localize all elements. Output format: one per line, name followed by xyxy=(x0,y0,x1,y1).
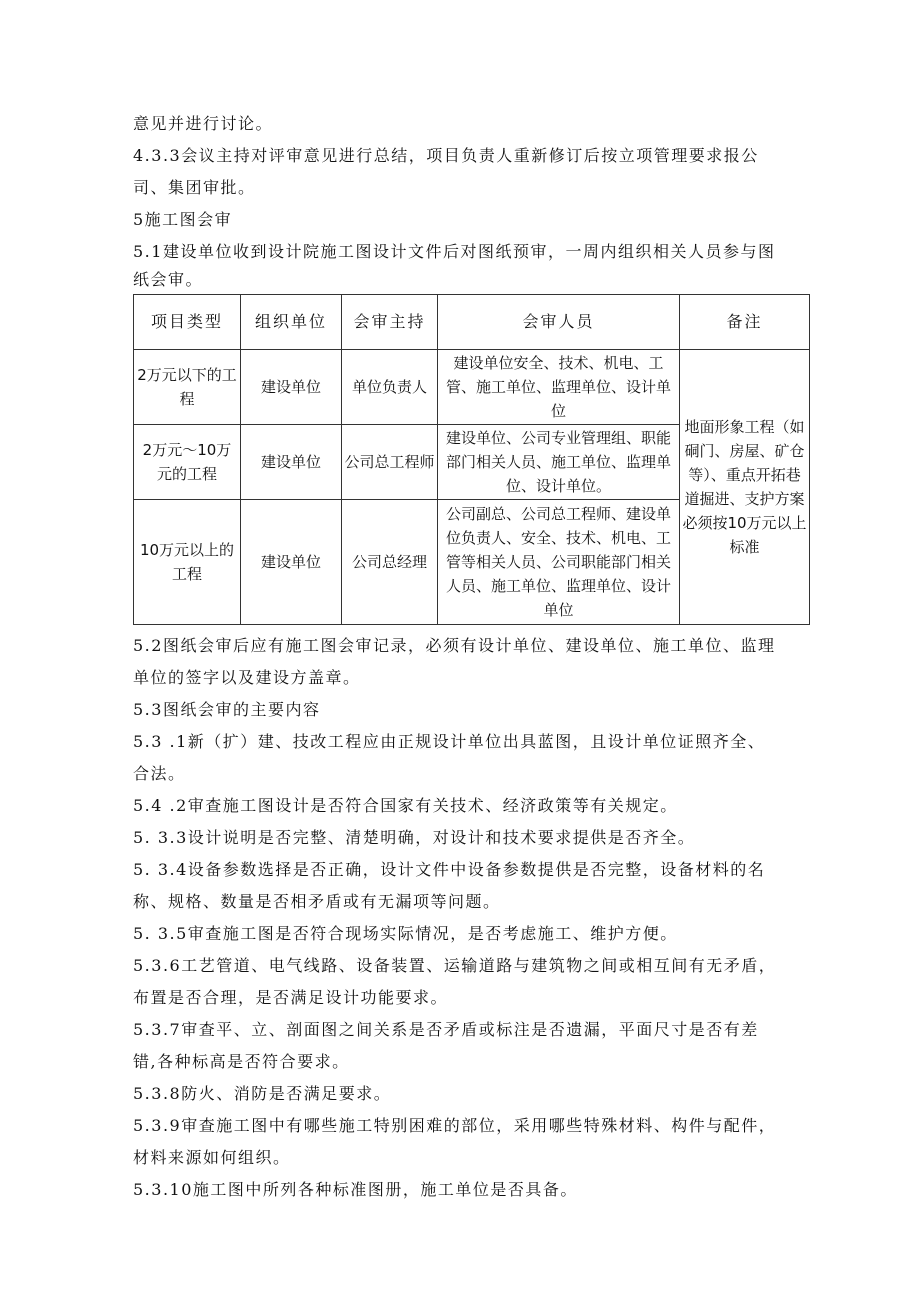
cell-staff: 建设单位安全、技术、机电、工管、施工单位、监理单位、设计单位 xyxy=(438,350,680,425)
paragraph-line: 5.3.8防火、消防是否满足要求。 xyxy=(133,1084,392,1103)
cell-remark: 地面形象工程（如硐门、房屋、矿仓等）、重点开拓巷道掘进、支护方案必须按10万元以上标准 xyxy=(680,350,810,625)
paragraph-line: 5.3.7审查平、立、剖面图之间关系是否矛盾或标注是否遗漏，平面尺寸是否有差 xyxy=(133,1020,759,1039)
cell-host: 公司总经理 xyxy=(342,500,438,625)
paragraph-line: 4.3.3会议主持对评审意见进行总结，项目负责人重新修订后按立项管理要求报公 xyxy=(133,146,759,165)
cell-host: 单位负责人 xyxy=(342,350,438,425)
header-remark: 备注 xyxy=(680,295,810,350)
table-row xyxy=(134,350,810,425)
paragraph-line: 5. 3.4设备参数选择是否正确，设计文件中设备参数提供是否完整，设备材料的名 xyxy=(133,860,766,879)
section-heading: 5施工图会审 xyxy=(133,210,233,229)
paragraph-line: 5.4 .2审查施工图设计是否符合国家有关技术、经济政策等有关规定。 xyxy=(133,796,678,815)
paragraph-line: 材料来源如何组织。 xyxy=(133,1148,291,1167)
paragraph-line: 5. 3.3设计说明是否完整、清楚明确，对设计和技术要求提供是否齐全。 xyxy=(133,828,696,847)
cell-staff: 建设单位、公司专业管理组、职能部门相关人员、施工单位、监理单位、设计单位。 xyxy=(438,425,680,500)
paragraph-line: 错,各种标高是否符合要求。 xyxy=(133,1052,350,1071)
cell-org-unit: 建设单位 xyxy=(241,500,342,625)
table-header-row xyxy=(134,295,810,350)
cell-project-type: 10万元以上的工程 xyxy=(134,500,241,625)
paragraph-line: 5. 3.5审查施工图是否符合现场实际情况，是否考虑施工、维护方便。 xyxy=(133,924,678,943)
section-heading: 5.3图纸会审的主要内容 xyxy=(133,700,321,719)
cell-project-type: 2万元〜10万元的工程 xyxy=(134,425,241,500)
header-host: 会审主持 xyxy=(342,295,438,350)
paragraph-line: 纸会审。 xyxy=(133,270,204,289)
paragraph-line: 意见并进行讨论。 xyxy=(133,114,274,133)
header-staff: 会审人员 xyxy=(438,295,680,350)
paragraph-line: 5.2图纸会审后应有施工图会审记录，必须有设计单位、建设单位、施工单位、监理 xyxy=(133,636,776,655)
paragraph-line: 称、规格、数量是否相矛盾或有无漏项等问题。 xyxy=(133,892,501,911)
paragraph-line: 5.1建设单位收到设计院施工图设计文件后对图纸预审，一周内组织相关人员参与图 xyxy=(133,242,776,261)
cell-staff: 公司副总、公司总工程师、建设单位负责人、安全、技术、机电、工管等相关人员、公司职能部门相关人员、施工单位、监理单位、设计单位 xyxy=(438,500,680,625)
cell-org-unit: 建设单位 xyxy=(241,425,342,500)
header-org-unit: 组织单位 xyxy=(241,295,342,350)
cell-org-unit: 建设单位 xyxy=(241,350,342,425)
paragraph-line: 5.3.9审查施工图中有哪些施工特别困难的部位，采用哪些特殊材料、构件与配件， xyxy=(133,1116,777,1135)
paragraph-line: 布置是否合理，是否满足设计功能要求。 xyxy=(133,988,449,1007)
paragraph-line: 合法。 xyxy=(133,764,186,783)
paragraph-line: 5.3 .1新（扩）建、技改工程应由正规设计单位出具蓝图，且设计单位证照齐全、 xyxy=(133,732,766,751)
paragraph-line: 5.3.6工艺管道、电气线路、设备装置、运输道路与建筑物之间或相互间有无矛盾， xyxy=(133,956,777,975)
review-table xyxy=(133,294,810,625)
paragraph-line: 单位的签字以及建设方盖章。 xyxy=(133,668,361,687)
paragraph-line: 司、集团审批。 xyxy=(133,178,256,197)
cell-host: 公司总工程师 xyxy=(342,425,438,500)
paragraph-line: 5.3.10施工图中所列各种标准图册，施工单位是否具备。 xyxy=(133,1180,578,1199)
header-project-type: 项目类型 xyxy=(134,295,241,350)
cell-project-type: 2万元以下的工程 xyxy=(134,350,241,425)
